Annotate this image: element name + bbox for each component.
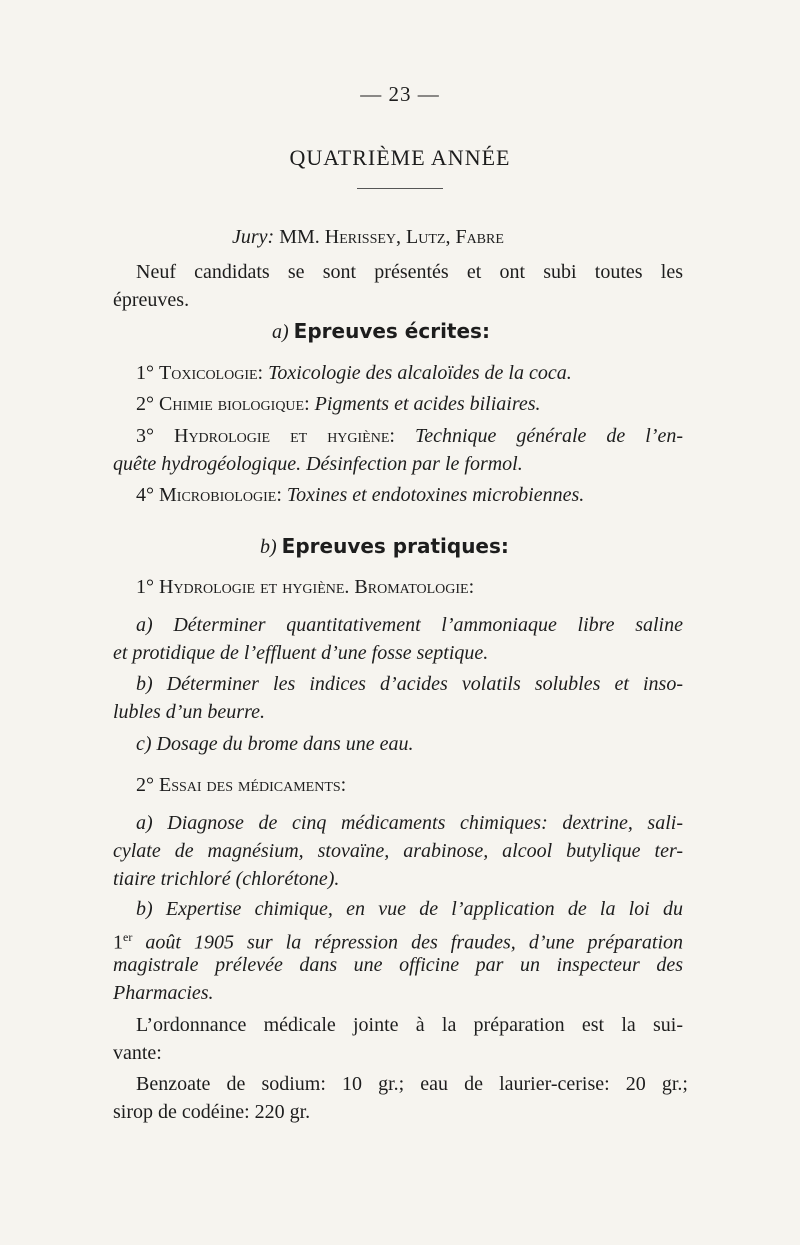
jury-label: Jury: <box>232 226 275 248</box>
written-item-4-topic: Toxines et endotoxines microbiennes. <box>286 484 585 506</box>
written-item-2 <box>136 391 541 418</box>
practical-2-header <box>136 772 346 799</box>
written-item-4-num: 4° <box>136 484 154 506</box>
practical-2-b-line-2-text: août 1905 sur la répression des fraudes, d’une préparation <box>132 931 683 954</box>
written-item-2-subject: Chimie biologique: <box>159 393 310 415</box>
jury-prefix: MM. <box>279 226 320 248</box>
written-item-3-num: 3° <box>136 425 154 447</box>
practical-1-header <box>136 574 474 601</box>
written-item-3-subject: Hydrologie et hygiène: <box>174 425 395 447</box>
section-a-heading <box>272 318 490 346</box>
section-a-title: Epreuves écrites: <box>293 319 490 343</box>
formula-line-1: Benzoate de sodium: 10 gr.; eau de laurier-cerise: 20 gr.; <box>136 1073 688 1095</box>
practical-1-c-line: c) Dosage du brome dans une eau. <box>136 733 414 755</box>
written-item-3-topic: Technique générale de l’en- <box>414 425 684 447</box>
practical-1-b-line-2: lubles d’un beurre. <box>113 701 266 723</box>
practical-1-num: 1° <box>136 576 154 598</box>
practical-2-a-line-2: cylate de magnésium, stovaïne, arabinose, alcool butylique ter- <box>113 840 683 862</box>
practical-1-title: Hydrologie et hygiène. Bromatologie: <box>159 576 475 598</box>
practical-2-a-line-3: tiaire trichloré (chlorétone). <box>113 868 340 890</box>
written-item-1 <box>136 360 572 387</box>
jury-members: Herissey, Lutz, Fabre <box>324 226 504 248</box>
written-item-1-num: 1° <box>136 362 154 384</box>
practical-2-b-line-3: magistrale prélevée dans une officine par un inspecteur des <box>113 954 683 976</box>
written-item-3-cont: quête hydrogéologique. Désinfection par le formol. <box>113 453 523 475</box>
written-item-2-num: 2° <box>136 393 154 415</box>
section-b-title: Epreuves pratiques: <box>281 534 509 558</box>
written-item-2-topic: Pigments et acides biliaires. <box>314 393 541 415</box>
title-divider <box>357 188 443 189</box>
written-item-4 <box>136 482 584 509</box>
written-item-4-subject: Microbiologie: <box>159 484 282 506</box>
practical-1-b-line-1: b) Déterminer les indices d’acides volatils solubles et inso- <box>136 673 683 695</box>
ordonnance-line-2: vante: <box>113 1042 162 1064</box>
written-item-1-subject: Toxicologie: <box>159 362 264 384</box>
practical-1-a-line-1: a) Déterminer quantitativement l’ammoniaque libre saline <box>136 614 683 636</box>
jury-line <box>232 224 504 251</box>
section-b-letter: b) <box>260 536 277 558</box>
formula-line-2: sirop de codéine: 220 gr. <box>113 1101 311 1123</box>
page-title: QUATRIÈME ANNÉE <box>289 145 511 170</box>
written-item-3 <box>136 423 683 450</box>
practical-2-b-line-4: Pharmacies. <box>113 982 214 1004</box>
practical-2-title: Essai des médicaments: <box>159 774 347 796</box>
intro-line-1: Neuf candidats se sont présentés et ont subi toutes les <box>136 261 683 283</box>
written-item-1-topic: Toxicologie des alcaloïdes de la coca. <box>268 362 572 384</box>
practical-2-num: 2° <box>136 774 154 796</box>
intro-line-2: épreuves. <box>113 289 190 311</box>
practical-2-b-line-1: b) Expertise chimique, en vue de l’application de la loi du <box>136 898 683 920</box>
practical-2-b-ordinal-sup: er <box>123 930 133 944</box>
practical-2-a-line-1: a) Diagnose de cinq médicaments chimiques: dextrine, sali- <box>136 812 683 834</box>
practical-1-a-line-2: et protidique de l’effluent d’une fosse septique. <box>113 642 489 664</box>
ordonnance-line-1: L’ordonnance médicale jointe à la préparation est la sui- <box>136 1014 683 1036</box>
section-b-heading <box>260 533 509 561</box>
page-number: — 23 — <box>360 82 440 106</box>
section-a-letter: a) <box>272 321 289 343</box>
practical-2-b-ordinal: 1 <box>113 931 123 954</box>
